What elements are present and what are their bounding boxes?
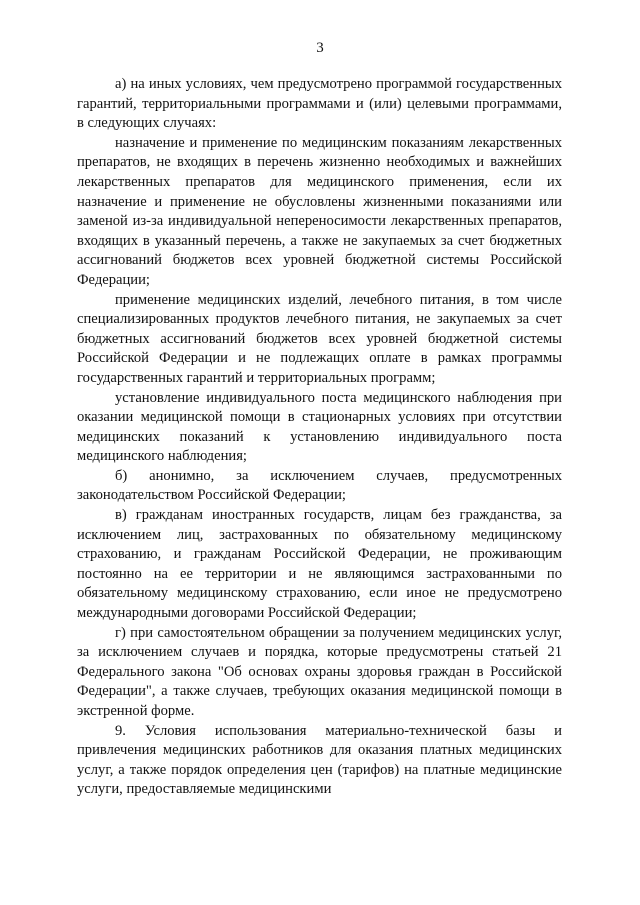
- paragraph-v: в) гражданам иностранных государств, лицам без гражданства, за исключением лиц, застрахованных по обязательному медицинскому страхованию, и гражданам Российской Федерации, не проживающим постоянно на ее территории и не являющимся застрахованными по обязательному медицинскому страхованию, если иное не предусмотрено международными договорами Российской Федерации;: [77, 507, 562, 622]
- paragraph-9: 9. Условия использования материально-технической базы и привлечения медицинских работников для оказания платных медицинских услуг, а также порядок определения цен (тарифов) на платные медицинские услуги, предоставляемые медицинскими: [77, 722, 562, 798]
- paragraph-individual-post: установление индивидуального поста медицинского наблюдения при оказании медицинской помощи в стационарных условиях при отсутствии медицинских показаний к установлению индивидуального поста медицинского наблюдения;: [77, 389, 562, 465]
- paragraph-medical-devices: применение медицинских изделий, лечебного питания, в том числе специализированных продуктов лечебного питания, не закупаемых за счет бюджетных ассигнований бюджетов всех уровней бюджетной системы Российской Федерации и не подлежащих оплате в рамках программы государственных гарантий и территориальных программ;: [77, 291, 562, 386]
- paragraph-medicines: назначение и применение по медицинским показаниям лекарственных препаратов, не входящих в перечень жизненно необходимых и важнейших лекарственных препаратов для медицинского применения, если их назначение и применение не обусловлены жизненными показаниями или заменой из-за индивидуальной непереносимости лекарственных препаратов, входящих в указанный перечень, а также не закупаемых за счет бюджетных ассигнований бюджетов всех уровней бюджетной системы Российской Федерации;: [77, 134, 562, 288]
- page-number: 3: [316, 40, 324, 56]
- document-body: [77, 75, 562, 800]
- paragraph-b: б) анонимно, за исключением случаев, предусмотренных законодательством Российской Федерации;: [77, 467, 562, 504]
- paragraph-g: г) при самостоятельном обращении за получением медицинских услуг, за исключением случаев и порядка, которые предусмотрены статьей 21 Федерального закона "Об основах охраны здоровья граждан в Российской Федерации", а также случаев, требующих оказания медицинской помощи в экстренной форме.: [77, 624, 562, 719]
- paragraph-a: а) на иных условиях, чем предусмотрено программой государственных гарантий, территориальными программами и (или) целевыми программами, в следующих случаях:: [77, 76, 562, 132]
